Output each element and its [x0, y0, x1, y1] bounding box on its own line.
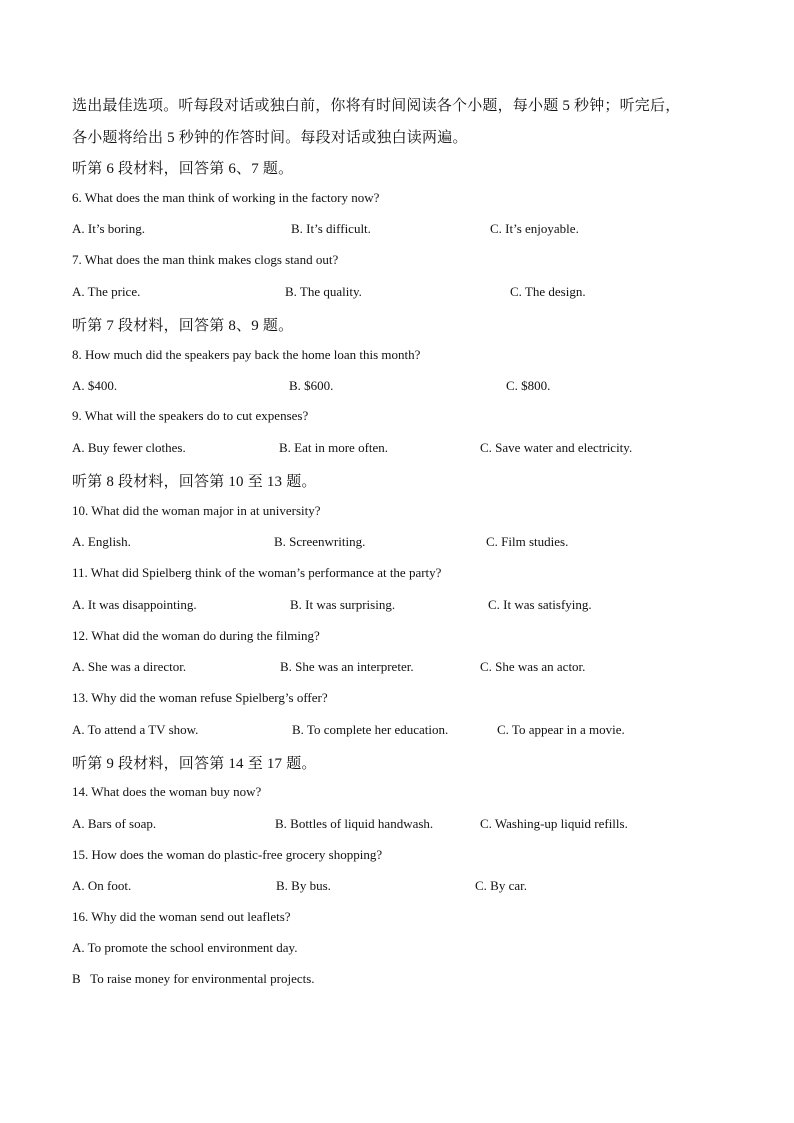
option-14a: A. Bars of soap.	[72, 816, 157, 831]
question-stem-10: 10. What did the woman major in at university?	[72, 503, 321, 518]
option-12b: B. She was an interpreter.	[280, 659, 414, 674]
section-heading-7: 听第 7 段材料，回答第 8、9 题。	[72, 318, 294, 334]
question-stem-6: 6. What does the man think of working in the factory now?	[72, 190, 380, 205]
option-8a: A. $400.	[72, 378, 118, 393]
question-stem-7: 7. What does the man think makes clogs stand out?	[72, 252, 339, 267]
option-16b: B To raise money for environmental projects.	[72, 971, 315, 986]
option-15c: C. By car.	[475, 878, 527, 893]
question-stem-16: 16. Why did the woman send out leaflets?	[72, 909, 291, 924]
question-stem-9: 9. What will the speakers do to cut expenses?	[72, 408, 309, 423]
section-heading-9: 听第 9 段材料，回答第 14 至 17 题。	[72, 756, 317, 772]
option-16a: A. To promote the school environment day.	[72, 940, 298, 955]
option-9c: C. Save water and electricity.	[480, 440, 633, 455]
instruction-line-2: 各小题将给出 5 秒钟的作答时间。每段对话或独白读两遍。	[72, 130, 468, 146]
question-stem-12: 12. What did the woman do during the filming?	[72, 628, 320, 643]
option-8c: C. $800.	[506, 378, 551, 393]
instruction-line-1: 选出最佳选项。听每段对话或独白前，你将有时间阅读各个小题，每小题 5 秒钟；听完后，	[72, 98, 681, 114]
option-6b: B. It’s difficult.	[291, 221, 371, 236]
option-14b: B. Bottles of liquid handwash.	[275, 816, 434, 831]
option-11c: C. It was satisfying.	[488, 597, 592, 612]
question-stem-14: 14. What does the woman buy now?	[72, 784, 262, 799]
option-10a: A. English.	[72, 534, 131, 549]
option-7a: A. The price.	[72, 284, 141, 299]
option-10b: B. Screenwriting.	[274, 534, 366, 549]
option-11a: A. It was disappointing.	[72, 597, 197, 612]
option-13a: A. To attend a TV show.	[72, 722, 199, 737]
question-stem-8: 8. How much did the speakers pay back the home loan this month?	[72, 347, 421, 362]
option-11b: B. It was surprising.	[290, 597, 396, 612]
option-13c: C. To appear in a movie.	[497, 722, 625, 737]
option-7b: B. The quality.	[285, 284, 362, 299]
option-15a: A. On foot.	[72, 878, 132, 893]
question-stem-13: 13. Why did the woman refuse Spielberg’s offer?	[72, 690, 328, 705]
option-10c: C. Film studies.	[486, 534, 569, 549]
option-6a: A. It’s boring.	[72, 221, 145, 236]
option-7c: C. The design.	[510, 284, 586, 299]
option-12a: A. She was a director.	[72, 659, 187, 674]
option-13b: B. To complete her education.	[292, 722, 449, 737]
section-heading-6: 听第 6 段材料，回答第 6、7 题。	[72, 161, 294, 177]
option-12c: C. She was an actor.	[480, 659, 586, 674]
option-14c: C. Washing-up liquid refills.	[480, 816, 628, 831]
question-stem-15: 15. How does the woman do plastic-free grocery shopping?	[72, 847, 383, 862]
section-heading-8: 听第 8 段材料，回答第 10 至 13 题。	[72, 474, 317, 490]
question-stem-11: 11. What did Spielberg think of the woman’s performance at the party?	[72, 565, 442, 580]
option-8b: B. $600.	[289, 378, 334, 393]
option-9b: B. Eat in more often.	[279, 440, 389, 455]
option-15b: B. By bus.	[276, 878, 331, 893]
option-9a: A. Buy fewer clothes.	[72, 440, 186, 455]
option-6c: C. It’s enjoyable.	[490, 221, 579, 236]
